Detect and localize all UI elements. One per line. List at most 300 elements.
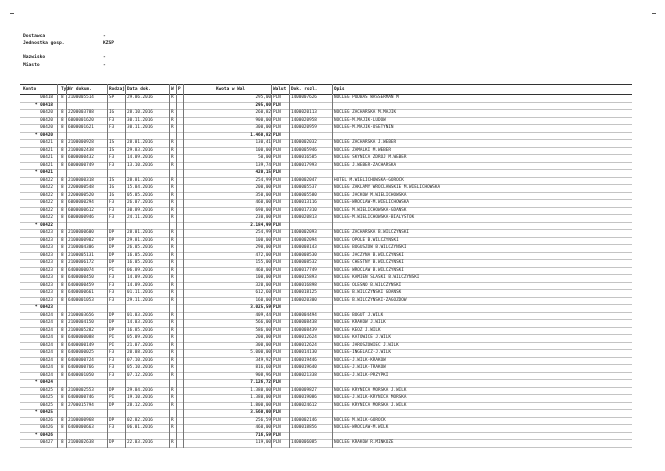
- table-row: [20, 418, 632, 426]
- cell-settlement-doc: 1400004494: [291, 312, 317, 318]
- column-divider: [125, 84, 126, 448]
- cell-doc-date: 14.09.2016: [127, 155, 153, 160]
- cell-w: R: [171, 260, 174, 265]
- cell-account: 00423: [40, 297, 53, 303]
- cell-settlement-doc: 1400002146: [291, 417, 317, 423]
- table-row: [20, 230, 632, 238]
- cell-settlement-doc: 1400005946: [291, 147, 317, 153]
- cell-currency: PLN: [273, 222, 281, 228]
- cell-doc-date: 22.03.2016: [127, 440, 153, 445]
- cell-settlement-doc: 1400024612: [291, 402, 317, 408]
- column-header-data: Data dok.: [127, 87, 151, 92]
- cell-doc-number: 6400000450: [68, 275, 94, 280]
- column-divider: [57, 84, 58, 448]
- cell-currency: PLN: [273, 230, 281, 235]
- cell-w: R: [171, 185, 174, 190]
- column-header-w: W: [171, 87, 174, 92]
- cell-type: 8: [61, 342, 64, 348]
- cell-w: R: [171, 327, 174, 333]
- cell-type: 8: [61, 267, 64, 273]
- cell-settlement-doc: 1400019446: [291, 357, 317, 363]
- cell-description: NOCLEG ZACHARSKA M.MAJIK: [334, 110, 397, 115]
- cell-doc-kind: F3: [109, 275, 115, 280]
- cell-doc-number: 6400001053: [68, 297, 94, 303]
- cell-doc-kind: F3: [109, 425, 115, 430]
- cell-account: 00423: [40, 267, 53, 273]
- cell-type: 8: [61, 95, 64, 100]
- cell-account: 00423: [40, 252, 53, 258]
- cell-settlement-doc: 1400017749: [291, 267, 317, 273]
- table-row: [20, 208, 632, 216]
- cell-doc-kind: PI: [109, 335, 115, 340]
- cell-description: NOCLEG BOGUSZOW B.WILCZYNSKI: [334, 245, 407, 250]
- cell-description: NOCLEG KAMIEN SLASKI B.WILCZYNSKI: [334, 275, 420, 280]
- cell-doc-date: 29.03.2016: [127, 147, 153, 153]
- cell-w: R: [171, 335, 174, 340]
- cell-account: 00422: [40, 185, 53, 190]
- cell-amount: 200,00: [255, 335, 271, 340]
- cell-settlement-doc: 1400006085: [291, 440, 317, 445]
- column-header-dok: Dok. rozl.: [291, 87, 318, 92]
- column-divider: [169, 84, 170, 448]
- cell-description: NOCLEG KRYNICA MORSKA J.WILK: [334, 402, 407, 408]
- cell-amount: 900,00: [255, 117, 271, 123]
- cell-description: NOCLEG M.WIELICHOWSKA-GDANSK: [334, 207, 407, 213]
- cell-doc-date: 02.02.2016: [127, 417, 153, 423]
- cell-doc-date: 06.01.2016: [127, 425, 153, 430]
- cell-currency: PLN: [273, 260, 281, 265]
- cell-account: 00418: [40, 95, 53, 100]
- cell-amount: 7.126,72: [250, 380, 271, 385]
- cell-doc-kind: F3: [109, 155, 115, 160]
- cell-description: NOCLEG OPOLE B.WILCZYNSKI: [334, 237, 399, 243]
- cell-type: 8: [61, 147, 64, 153]
- cell-description: NOCLEG ZACHARSKA B.WILCZYNSKI: [334, 230, 410, 235]
- cell-doc-date: 21.07.2016: [127, 342, 153, 348]
- cell-settlement-doc: 1400008438: [291, 320, 317, 325]
- cell-settlement-doc: 1400012624: [291, 335, 317, 340]
- cell-currency: PLN: [273, 102, 281, 108]
- cell-doc-kind: DP: [109, 327, 115, 333]
- cell-account: 00423: [40, 275, 53, 280]
- cell-doc-kind: F3: [109, 215, 115, 220]
- cell-currency: PLN: [273, 432, 281, 438]
- column-header-nr: Nr dokum.: [68, 87, 92, 92]
- cell-type: 8: [61, 275, 64, 280]
- header-value-unit: KZSP: [103, 41, 115, 46]
- table-row: [20, 365, 632, 373]
- table-row: [20, 253, 632, 261]
- cell-currency: PLN: [273, 425, 281, 430]
- cell-amount: 460,00: [255, 200, 271, 205]
- cell-account: 00422: [40, 177, 53, 183]
- cell-settlement-doc: 1400018125: [291, 290, 317, 295]
- cell-doc-kind: F3: [109, 200, 115, 205]
- cell-doc-date: 30.09.2016: [127, 207, 153, 213]
- cell-account: 00424: [40, 357, 53, 363]
- cell-doc-number: 6400000661: [68, 290, 94, 295]
- cell-type: 8: [61, 312, 64, 318]
- table-row: [20, 148, 632, 156]
- cell-type: 8: [61, 110, 64, 115]
- cell-amount: 420,15: [255, 170, 271, 175]
- cell-description: NOCLEG OLESNO B.WILCZYNSKI: [334, 282, 402, 288]
- cell-account: 00426: [40, 425, 53, 430]
- cell-type: 8: [61, 125, 64, 130]
- cell-type: 8: [61, 207, 64, 213]
- cell-description: NOCLEG-INGELACZ-J.WILK: [334, 350, 391, 355]
- cell-type: 8: [61, 290, 64, 295]
- cell-currency: PLN: [273, 380, 281, 385]
- cell-w: R: [171, 395, 174, 400]
- cell-doc-number: 6400000025: [68, 350, 94, 355]
- cell-amount: 612,60: [255, 290, 271, 295]
- table-row: [20, 298, 632, 306]
- header-value-supplier: -: [103, 34, 106, 39]
- cell-doc-date: 14.09.2016: [127, 282, 153, 288]
- cell-account: 00421: [40, 155, 53, 160]
- column-divider: [183, 84, 184, 448]
- cell-currency: PLN: [273, 162, 281, 168]
- column-header-kwota: Kwota w Wal: [216, 87, 246, 92]
- table-row: [20, 403, 632, 411]
- cell-currency: PLN: [273, 192, 281, 198]
- cell-currency: PLN: [273, 140, 281, 145]
- cell-currency: PLN: [273, 312, 281, 318]
- cell-doc-number: 6400000724: [68, 357, 94, 363]
- cell-doc-number: 2100002638: [68, 440, 94, 445]
- table-subtotal-row: [20, 380, 632, 388]
- cell-doc-kind: F3: [109, 297, 115, 303]
- cell-currency: PLN: [273, 275, 281, 280]
- cell-settlement-doc: 1400008143: [291, 245, 317, 250]
- table-row: [20, 238, 632, 246]
- column-header-wal: Walut: [273, 87, 287, 92]
- table-row: [20, 350, 632, 358]
- cell-settlement-doc: 1400009827: [291, 387, 317, 393]
- cell-description: NOCLEG JACKOW M.WIELICHOWSKA: [334, 192, 407, 198]
- cell-w: R: [171, 252, 174, 258]
- cell-w: R: [171, 117, 174, 123]
- cell-doc-kind: DP: [109, 245, 115, 250]
- table-row: [20, 373, 632, 381]
- cell-currency: PLN: [273, 387, 281, 393]
- cell-doc-date: 01.03.2016: [127, 312, 153, 318]
- cell-amount: 139,74: [255, 162, 271, 168]
- cell-amount: 460,00: [255, 425, 271, 430]
- cell-doc-number: 2100000928: [68, 140, 94, 145]
- cell-doc-number: 6400000088: [68, 335, 94, 340]
- cell-type: 8: [61, 327, 64, 333]
- cell-w: R: [171, 282, 174, 288]
- cell-doc-number: 6000000946: [68, 215, 94, 220]
- cell-description: NOCLEG M.WILK-GOROCK: [334, 417, 386, 423]
- column-divider: [332, 84, 333, 448]
- cell-w: R: [171, 147, 174, 153]
- cell-w: R: [171, 237, 174, 243]
- cell-type: 8: [61, 402, 64, 408]
- cell-type: 8: [61, 200, 64, 205]
- cell-doc-kind: IS: [109, 140, 115, 145]
- cell-account: 00424: [40, 327, 53, 333]
- cell-w: R: [171, 110, 174, 115]
- cell-doc-date: 28.01.2016: [127, 230, 153, 235]
- cell-account: 00422: [40, 207, 53, 213]
- cell-amount: 586,00: [255, 327, 271, 333]
- cell-doc-kind: IG: [109, 185, 115, 190]
- cell-account: * 00424: [34, 380, 53, 385]
- cell-description: NOCLEG J.WEBER-ZACHARSKA: [334, 162, 397, 168]
- cell-doc-date: 26.07.2016: [127, 200, 153, 205]
- cell-type: 8: [61, 140, 64, 145]
- cell-doc-number: 2200000548: [68, 185, 94, 190]
- cell-type: 8: [61, 177, 64, 183]
- cell-settlement-doc: 1400015893: [291, 275, 317, 280]
- cell-doc-number: 6000000432: [68, 155, 94, 160]
- cell-doc-kind: DP: [109, 387, 115, 393]
- cell-amount: 908,96: [255, 372, 271, 378]
- cell-doc-kind: DP: [109, 440, 115, 445]
- cell-doc-date: 05.10.2016: [127, 365, 153, 370]
- cell-amount: 690,00: [255, 207, 271, 213]
- cell-type: 8: [61, 155, 64, 160]
- cell-description: NOCLEG WROCLAW B.WILCZYNSKI: [334, 267, 404, 273]
- cell-w: R: [171, 140, 174, 145]
- cell-doc-date: 29.04.2016: [127, 387, 153, 393]
- cell-settlement-doc: 1400019640: [291, 365, 317, 370]
- cell-type: 8: [61, 417, 64, 423]
- table-row: [20, 440, 632, 448]
- cell-amount: 3.025,59: [250, 305, 271, 310]
- cell-account: 00423: [40, 230, 53, 235]
- cell-doc-kind: F3: [109, 357, 115, 363]
- cell-doc-kind: DP: [109, 252, 115, 258]
- cell-settlement-doc: 1400002094: [291, 237, 317, 243]
- table-row: [20, 425, 632, 433]
- cell-doc-kind: F3: [109, 117, 115, 123]
- header-label-city: Miasto: [23, 63, 40, 68]
- cell-doc-date: 16.05.2016: [127, 260, 153, 265]
- cell-currency: PLN: [273, 95, 281, 100]
- table-row: [20, 140, 632, 148]
- cell-description: NOCLEG BOGUT J.WILK: [334, 312, 384, 318]
- cell-doc-number: 6000000749: [68, 162, 94, 168]
- cell-w: R: [171, 95, 174, 100]
- cell-description: NOCLEG-WROCLAW-M.WILK: [334, 425, 389, 430]
- cell-account: 00424: [40, 320, 53, 325]
- table-row: [20, 335, 632, 343]
- table-row: [20, 320, 632, 328]
- cell-amount: 160,00: [255, 297, 271, 303]
- column-header-p: P: [178, 87, 181, 92]
- cell-amount: 300,00: [255, 342, 271, 348]
- cell-type: 8: [61, 245, 64, 250]
- cell-doc-number: 2100000902: [68, 237, 94, 243]
- cell-amount: 295,00: [255, 95, 271, 100]
- cell-type: 8: [61, 440, 64, 445]
- cell-type: 8: [61, 320, 64, 325]
- cell-doc-number: 2100005282: [68, 327, 94, 333]
- cell-account: 00420: [40, 110, 53, 115]
- cell-amount: 3.560,00: [250, 410, 271, 415]
- cell-amount: 816,60: [255, 365, 271, 370]
- cell-type: 8: [61, 237, 64, 243]
- cell-amount: 100,00: [255, 237, 271, 243]
- column-divider: [271, 84, 272, 448]
- cell-currency: PLN: [273, 365, 281, 370]
- cell-currency: PLN: [273, 207, 281, 213]
- cell-description: NOCLEG JACZYNA B.WILCZYNSKI: [334, 252, 404, 258]
- column-header-opis: Opis: [334, 87, 345, 92]
- cell-settlement-doc: 1400017310: [291, 207, 317, 213]
- cell-doc-date: 29.11.2016: [127, 297, 153, 303]
- header-value-name: -: [103, 55, 106, 60]
- cell-w: R: [171, 125, 174, 130]
- cell-doc-date: 28.10.2016: [127, 110, 153, 115]
- cell-account: 00425: [40, 395, 53, 400]
- table-row: [20, 163, 632, 171]
- cell-account: 00426: [40, 417, 53, 423]
- cell-amount: 254,99: [255, 177, 271, 183]
- cell-doc-date: 29.01.2016: [127, 237, 153, 243]
- cell-description: NOCLEG-M.MAJIK-OSETYNIN: [334, 125, 394, 130]
- cell-amount: 260,82: [255, 110, 271, 115]
- cell-amount: 350,00: [255, 192, 271, 198]
- cell-doc-kind: F3: [109, 365, 115, 370]
- cell-account: * 00422: [34, 222, 53, 228]
- cell-currency: PLN: [273, 155, 281, 160]
- cell-settlement-doc: 1400002093: [291, 230, 317, 235]
- cell-description: NOCLEG CHESTNY B.WILCZYNSKI: [334, 260, 404, 265]
- cell-settlement-doc: 1400021338: [291, 372, 317, 378]
- cell-doc-kind: IG: [109, 192, 115, 198]
- cell-settlement-doc: 1400020113: [291, 110, 317, 115]
- table-row: [20, 215, 632, 223]
- cell-type: 8: [61, 350, 64, 355]
- table-row: [20, 193, 632, 201]
- cell-w: R: [171, 320, 174, 325]
- header-value-city: -: [103, 63, 106, 68]
- cell-amount: 1.380,00: [250, 395, 271, 400]
- cell-description: NOCLEG ZAMALKI M.WEBER: [334, 147, 391, 153]
- cell-doc-kind: DP: [109, 320, 115, 325]
- cell-description: NOCLEG-WROCLAW-M.WIELICHOWSKA: [334, 200, 410, 205]
- cell-type: 8: [61, 335, 64, 340]
- cell-account: 00421: [40, 147, 53, 153]
- cell-doc-number: 6000000612: [68, 207, 94, 213]
- cell-amount: 100,00: [255, 147, 271, 153]
- cell-currency: PLN: [273, 350, 281, 355]
- cell-currency: PLN: [273, 177, 281, 183]
- cell-doc-number: 2100004150: [68, 320, 94, 325]
- table-subtotal-row: [20, 103, 632, 111]
- scan-mark-left: [10, 13, 14, 14]
- cell-doc-number: 2100003656: [68, 312, 94, 318]
- cell-doc-kind: F3: [109, 290, 115, 295]
- cell-doc-date: 16.05.2016: [127, 252, 153, 258]
- cell-account: 00424: [40, 335, 53, 340]
- cell-settlement-doc: 1400007626: [291, 95, 317, 100]
- cell-doc-number: 2100002438: [68, 147, 94, 153]
- cell-w: R: [171, 350, 174, 355]
- cell-description: NOCLEG KRYNICA MORSKA J.WILK: [334, 387, 407, 393]
- column-header-konto: Konto: [23, 87, 37, 92]
- cell-currency: PLN: [273, 372, 281, 378]
- cell-doc-number: 6000001620: [68, 117, 94, 123]
- cell-w: R: [171, 207, 174, 213]
- column-divider: [66, 84, 67, 448]
- cell-currency: PLN: [273, 402, 281, 408]
- cell-doc-number: 2100004306: [68, 245, 94, 250]
- cell-settlement-doc: 1400020813: [291, 215, 317, 220]
- cell-w: R: [171, 245, 174, 250]
- cell-description: NOCLEG-J.WILK-PRZYPKI: [334, 372, 389, 378]
- cell-amount: 1.380,00: [250, 387, 271, 393]
- cell-amount: 472,00: [255, 252, 271, 258]
- column-header-rodz: Rodzaj: [109, 87, 125, 92]
- cell-doc-kind: F3: [109, 372, 115, 378]
- cell-amount: 2.184,99: [250, 222, 271, 228]
- cell-doc-number: 2700015794: [68, 402, 94, 408]
- cell-w: R: [171, 267, 174, 273]
- cell-w: R: [171, 155, 174, 160]
- ledger-table: [20, 84, 632, 448]
- cell-amount: 5.000,00: [250, 350, 271, 355]
- cell-description: NOCLEG KRAKOW R.MINKOZE: [334, 440, 394, 445]
- cell-account: 00423: [40, 260, 53, 265]
- cell-doc-number: 6000001621: [68, 125, 94, 130]
- cell-amount: 256,59: [255, 417, 271, 423]
- cell-currency: PLN: [273, 305, 281, 310]
- cell-type: 8: [61, 365, 64, 370]
- table-row: [20, 260, 632, 268]
- cell-type: 8: [61, 297, 64, 303]
- cell-doc-kind: PI: [109, 342, 115, 348]
- cell-settlement-doc: 1400016898: [291, 282, 317, 288]
- cell-account: 00423: [40, 237, 53, 243]
- cell-amount: 130,41: [255, 140, 271, 145]
- cell-w: R: [171, 215, 174, 220]
- cell-doc-date: 07.10.2016: [127, 357, 153, 363]
- cell-amount: 566,00: [255, 320, 271, 325]
- table-row: [20, 155, 632, 163]
- cell-w: R: [171, 417, 174, 423]
- cell-w: R: [171, 365, 174, 370]
- cell-account: 00425: [40, 387, 53, 393]
- cell-description: NOCLEG SKYNICA ZDROJ M.WEBER: [334, 155, 407, 160]
- cell-w: R: [171, 425, 174, 430]
- table-row: [20, 358, 632, 366]
- table-subtotal-row: [20, 223, 632, 231]
- cell-account: 00422: [40, 200, 53, 205]
- cell-amount: 230,00: [255, 215, 271, 220]
- cell-doc-number: 6000000294: [68, 200, 94, 205]
- cell-type: 8: [61, 387, 64, 393]
- cell-doc-date: 07.12.2016: [127, 372, 153, 378]
- cell-w: R: [171, 402, 174, 408]
- cell-type: 8: [61, 252, 64, 258]
- cell-currency: PLN: [273, 110, 281, 115]
- table-row: [20, 200, 632, 208]
- cell-w: R: [171, 290, 174, 295]
- column-divider: [107, 84, 108, 448]
- cell-description: NOCLEG ZAKLAMY WROCLAWSKIE M.WIELICHOWSKA: [334, 185, 441, 190]
- cell-type: 8: [61, 282, 64, 288]
- cell-type: 8: [61, 357, 64, 363]
- cell-doc-kind: F3: [109, 282, 115, 288]
- table-subtotal-row: [20, 305, 632, 313]
- header-label-name: Nazwisko: [23, 55, 46, 60]
